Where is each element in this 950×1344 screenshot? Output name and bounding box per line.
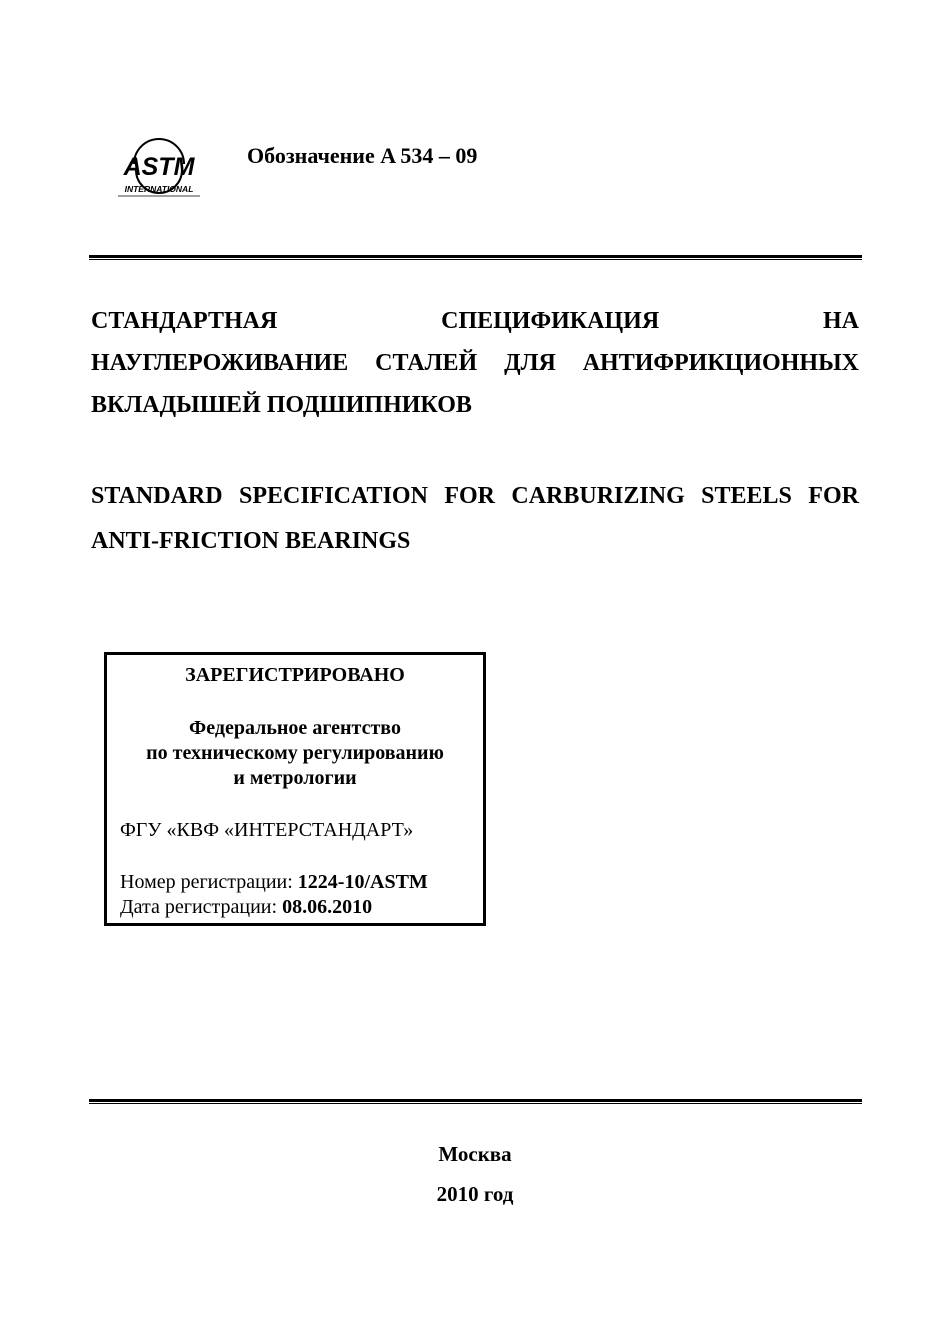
- title-en-word: FOR: [444, 483, 495, 509]
- title-en-word: STEELS: [701, 483, 792, 509]
- title-en-word: SPECIFICATION: [238, 483, 428, 509]
- top-double-rule: [89, 255, 862, 260]
- title-ru-word: АНТИФРИКЦИОННЫХ: [582, 350, 859, 376]
- registration-number-label: Номер регистрации:: [120, 871, 298, 893]
- title-en-line-1: [91, 474, 859, 519]
- astm-logo-letters: ASTM: [123, 153, 195, 181]
- registration-date-value: 08.06.2010: [282, 896, 373, 918]
- title-en-word: CARBURIZING: [511, 483, 685, 509]
- registration-date-label: Дата регистрации:: [120, 896, 283, 918]
- astm-logo: [112, 126, 206, 198]
- registration-heading: ЗАРЕГИСТРИРОВАНО: [185, 664, 405, 686]
- publication-city: Москва: [438, 1142, 512, 1166]
- title-ru-word: НАУГЛЕРОЖИВАНИЕ: [91, 350, 349, 376]
- title-english: [91, 474, 859, 564]
- agency-line-2: по техническому регулированию: [146, 742, 444, 764]
- title-ru-word: СТАЛЕЙ: [375, 350, 478, 376]
- publication-year: 2010 год: [436, 1182, 514, 1206]
- title-ru-word: ДЛЯ: [504, 350, 556, 376]
- title-ru-word: НА: [823, 308, 859, 334]
- astm-logo-subtext: INTERNATIONAL: [124, 184, 194, 194]
- title-en-line-2: ANTI-FRICTION BEARINGS: [91, 528, 411, 554]
- title-ru-word: СТАНДАРТНАЯ: [91, 308, 278, 334]
- title-ru-line-3: ВКЛАДЫШЕЙ ПОДШИПНИКОВ: [91, 392, 472, 418]
- document-designation: Обозначение A 534 – 09: [247, 143, 478, 168]
- title-ru-line-1: [91, 300, 859, 342]
- title-en-word: FOR: [808, 483, 859, 509]
- agency-line-1: Федеральное агентство: [189, 717, 401, 739]
- title-ru-word: СПЕЦИФИКАЦИЯ: [441, 308, 660, 334]
- registration-date: [120, 895, 428, 920]
- title-russian: [91, 300, 859, 426]
- registration-agency: [107, 716, 483, 791]
- registration-number-value: 1224-10/ASTM: [297, 871, 428, 893]
- registration-organization: ФГУ «КВФ «ИНТЕРСТАНДАРТ»: [120, 819, 414, 841]
- bottom-double-rule: [89, 1099, 862, 1104]
- registration-stamp: [104, 652, 486, 926]
- title-en-word: STANDARD: [91, 483, 223, 509]
- registration-details: [120, 870, 428, 920]
- agency-line-3: и метрологии: [233, 767, 357, 789]
- title-ru-line-2: [91, 342, 859, 384]
- registration-number: [120, 870, 428, 895]
